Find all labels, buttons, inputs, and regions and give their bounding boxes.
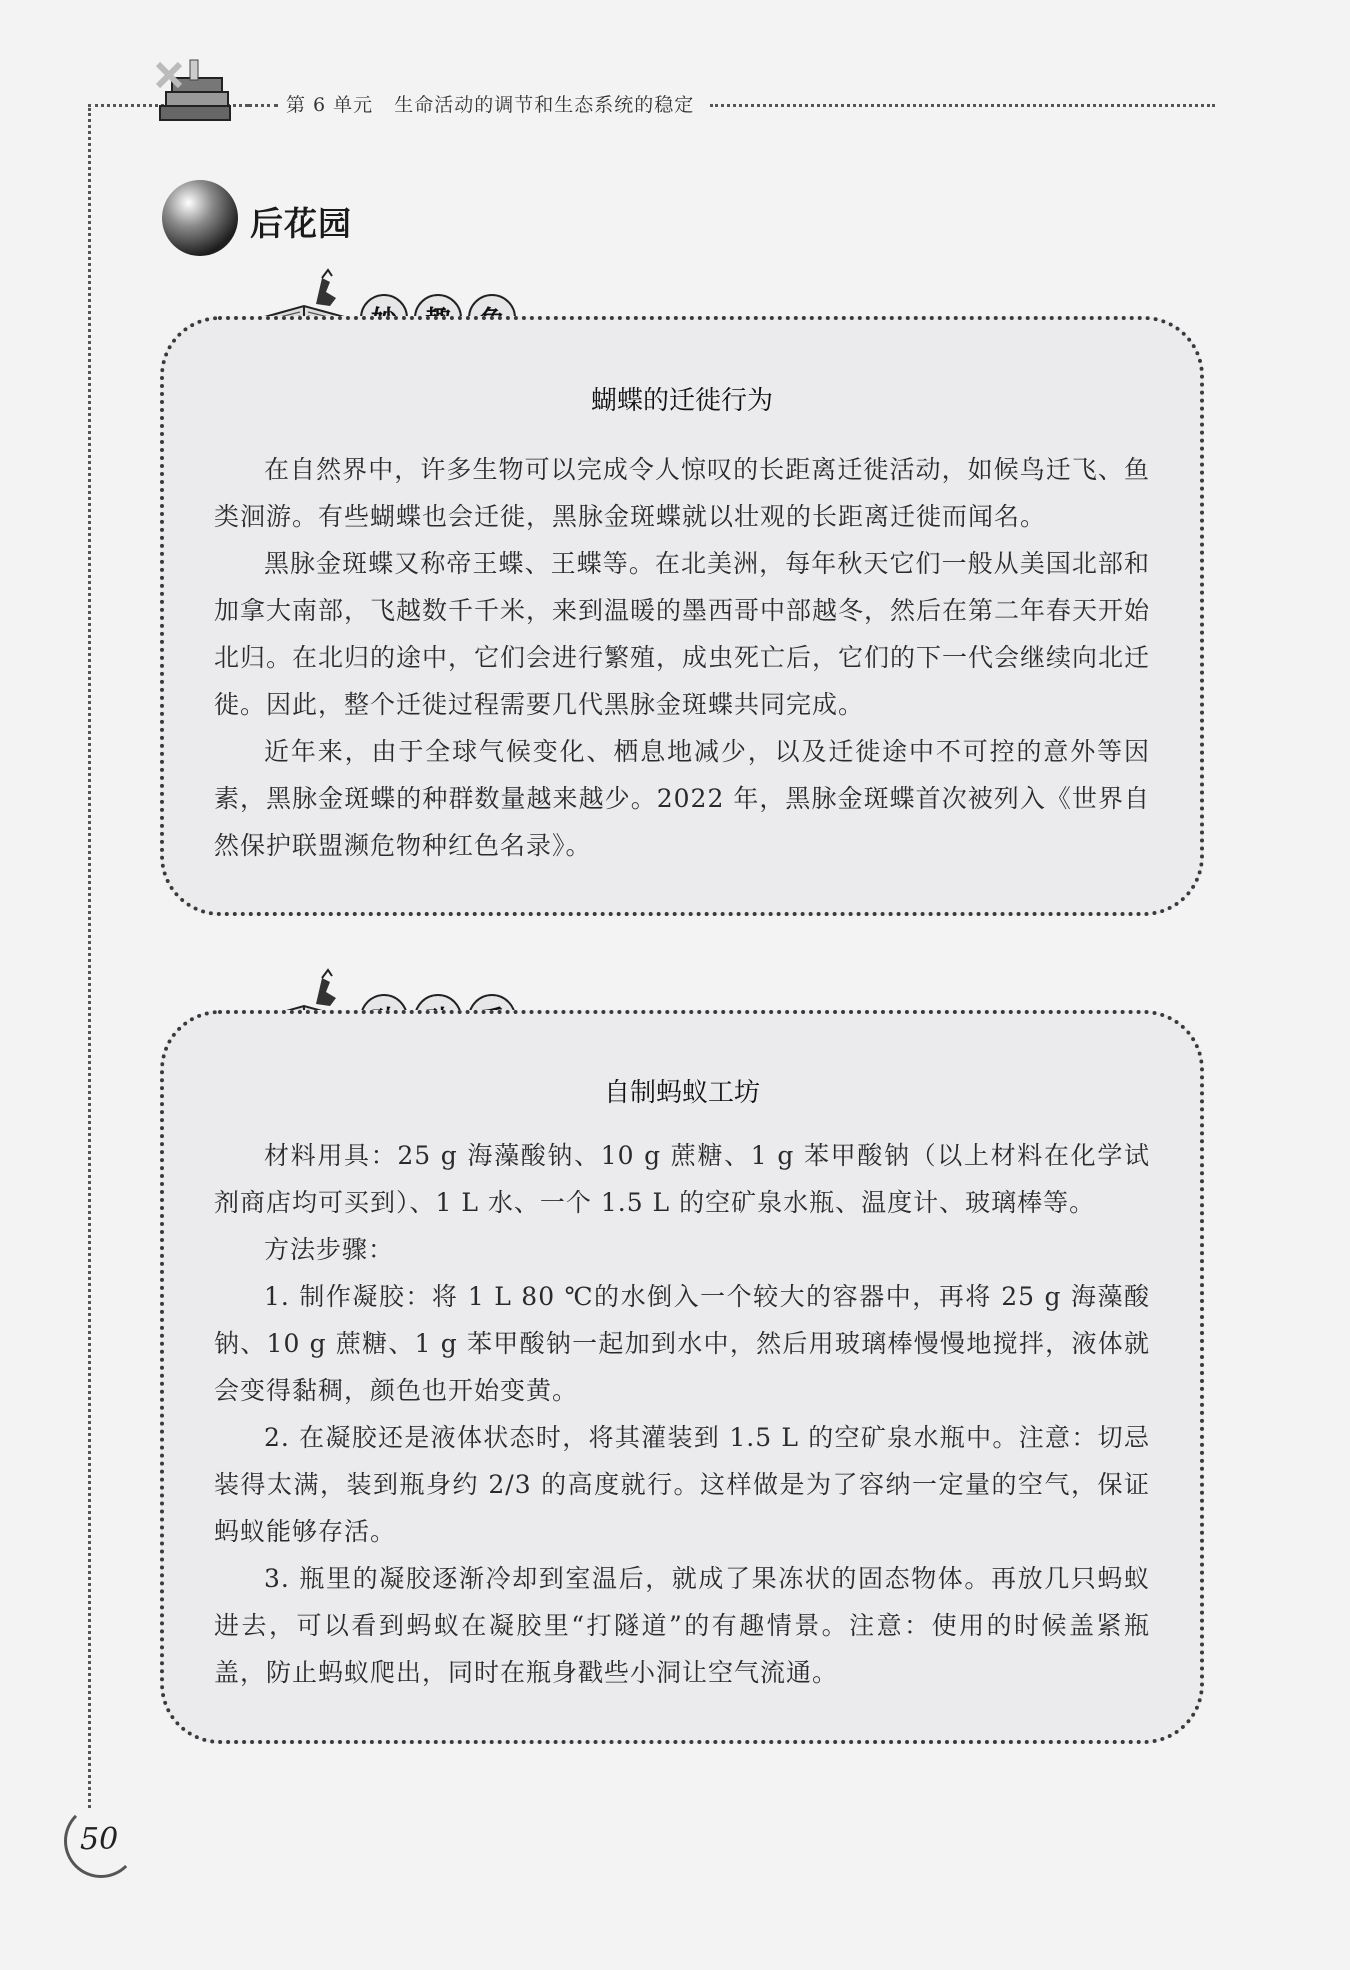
box-title: 自制蚂蚁工坊 [603,1078,760,1108]
paragraph: 黑脉金斑蝶又称帝王蝶、王蝶等。在北美洲，每年秋天它们一般从美国北部和加拿大南部，飞越数千千米，来到温暖的墨西哥中部越冬，然后在第二年春天开始北归。在北归的途中，它们会进行繁殖，成虫死亡后，它们的下一代会继续向北迁徙。因此，整个迁徙过程需要几代黑脉金斑蝶共同完成。 [214,549,1151,719]
paragraph: 3. 瓶里的凝胶逐渐冷却到室温后，就成了果冻状的固态物体。再放几只蚂蚁进去，可以看到蚂蚁在凝胶里“打隧道”的有趣情景。注意：使用的时候盖紧瓶盖，防止蚂蚁爬出，同时在瓶身戳些小洞让空气流通。 [214,1564,1150,1687]
paragraph: 2. 在凝胶还是液体状态时，将其灌装到 1.5 L 的空矿泉水瓶中。注意：切忌装得太满，装到瓶身约 2/3 的高度就行。这样做是为了容纳一定量的空气，保证蚂蚁能够存活。 [214,1423,1150,1546]
paragraph: 近年来，由于全球气候变化、栖息地减少，以及迁徙途中不可控的意外等因素，黑脉金斑蝶的种群数量越来越少。2022 年，黑脉金斑蝶首次被列入《世界自然保护联盟濒危物种红色名录》。 [214,737,1150,860]
paragraph: 材料用具：25 g 海藻酸钠、10 g 蔗糖、1 g 苯甲酸钠（以上材料在化学试剂商店均可买到）、1 L 水、一个 1.5 L 的空矿泉水瓶、温度计、玻璃棒等。 [214,1141,1150,1217]
header-dotted-rule-left [248,104,278,107]
books-logo-icon [150,56,250,136]
paragraph: 在自然界中，许多生物可以完成令人惊叹的长距离迁徙活动，如候鸟迁飞、鱼类洄游。有些蝴蝶也会迁徙，黑脉金斑蝶就以壮观的长距离迁徙而闻名。 [214,455,1150,531]
header-dotted-rule-right [710,104,1215,107]
unit-title: 生命活动的调节和生态系统的稳定 [394,94,695,116]
sphere-icon [158,176,242,260]
page-frame-left-border [88,108,91,1808]
feature-box-fun-corner [160,316,1204,916]
box-title: 蝴蝶的迁徙行为 [590,386,773,416]
section-title: 后花园 [250,204,352,243]
paragraph: 1. 制作凝胶：将 1 L 80 ℃的水倒入一个较大的容器中，再将 25 g 海藻酸钠、10 g 蔗糖、1 g 苯甲酸钠一起加到水中，然后用玻璃棒慢慢地搅拌，液体就会变得黏稠，颜色也开始变黄。 [214,1282,1150,1405]
page-number: 50 [80,1822,119,1857]
feature-box-hands-on [160,1010,1204,1744]
running-header [286,90,694,117]
paragraph: 方法步骤： [264,1235,395,1264]
unit-label: 第 6 单元 [286,94,374,116]
